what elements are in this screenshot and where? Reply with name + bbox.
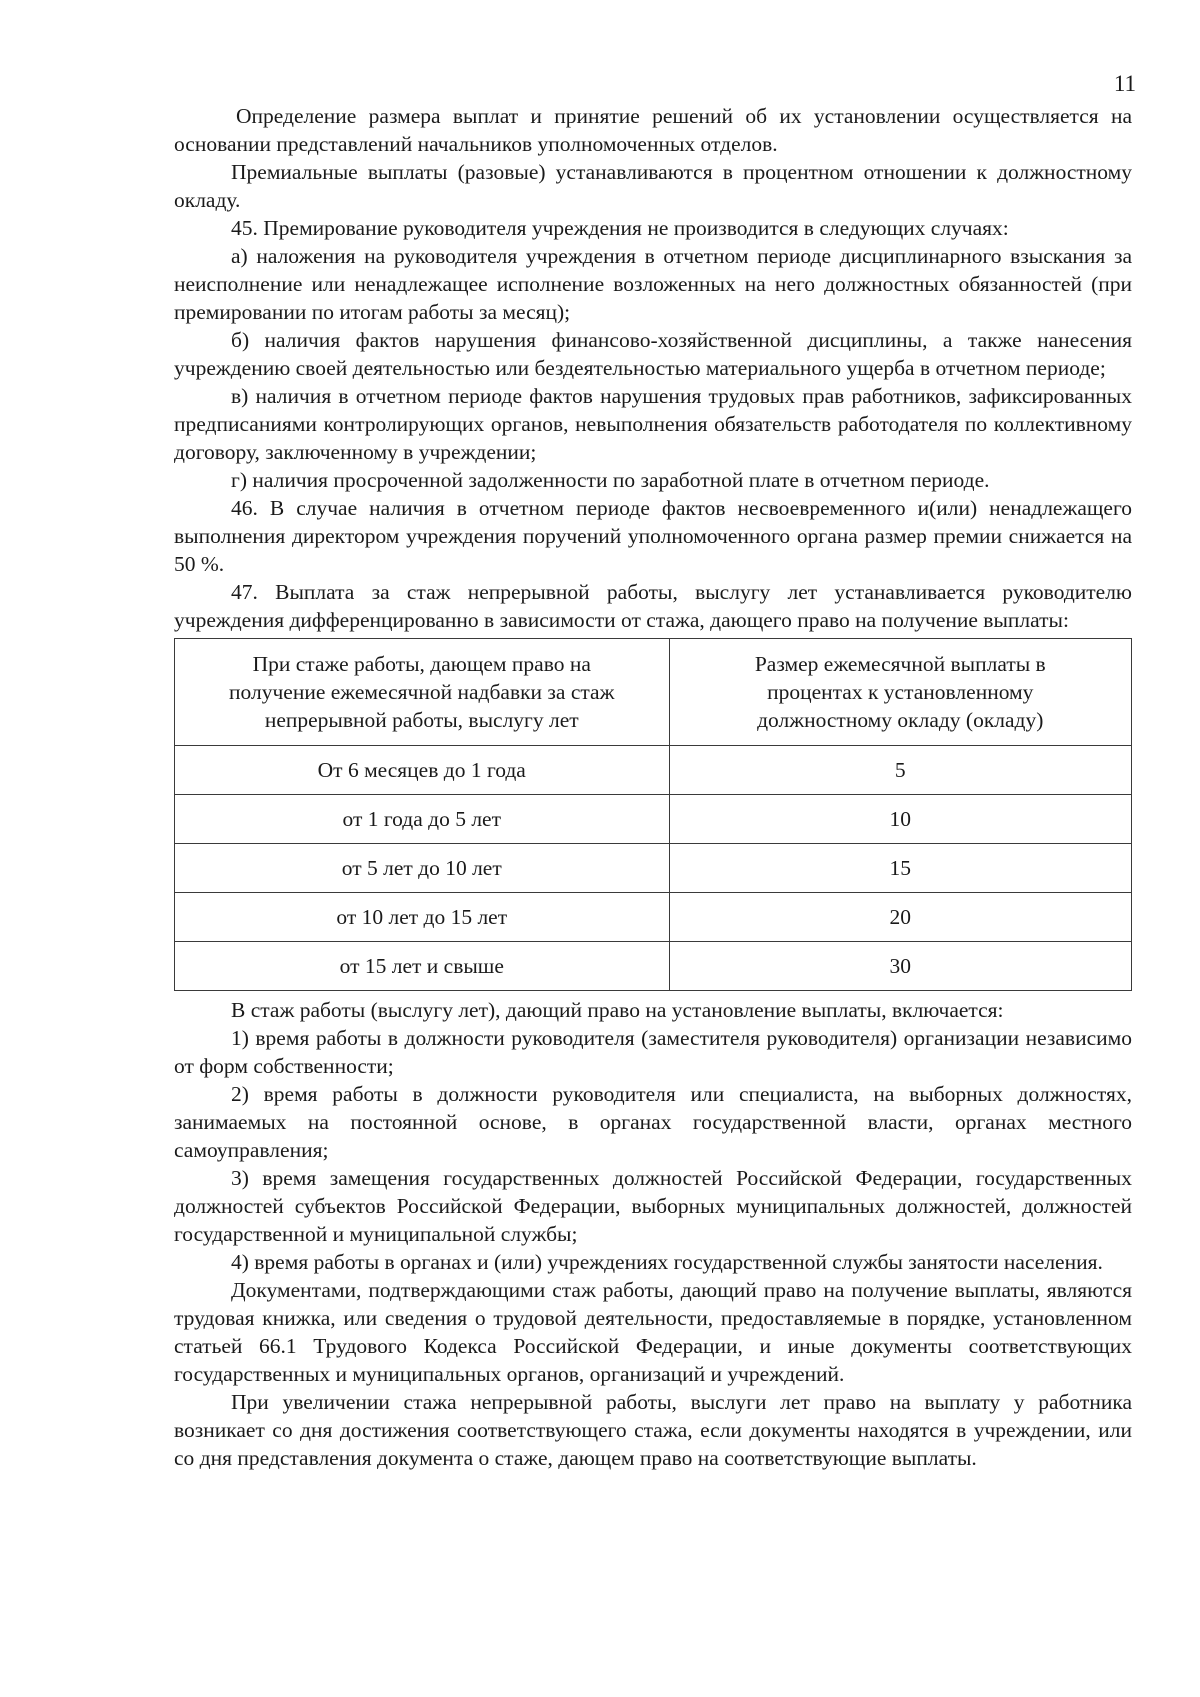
seniority-period-cell: от 15 лет и свыше (175, 942, 670, 991)
percent-cell: 10 (669, 795, 1132, 844)
table-header-percent (669, 639, 1132, 746)
paragraph: 4) время работы в органах и (или) учреждениях государственной службы занятости населения. (231, 1250, 1103, 1274)
table-row (175, 844, 1132, 893)
seniority-period-cell: от 1 года до 5 лет (175, 795, 670, 844)
paragraph: Премиальные выплаты (разовые) устанавливаются в процентном отношении к должностному окладу. (174, 160, 1132, 212)
header-line: должностному окладу (окладу) (757, 708, 1044, 732)
paragraph: в) наличия в отчетном периоде фактов нарушения трудовых прав работников, зафиксированных предписаниями контролирующих органов, невыполнения обязательств работодателя по коллективному договору, заключенному в учреждении; (174, 384, 1132, 464)
paragraph: При увеличении стажа непрерывной работы, выслуги лет право на выплату у работника возникает со дня достижения соответствующего стажа, если документы находятся в учреждении, или со дня представления документа о стаже, дающем право на соответствующие выплаты. (174, 1390, 1132, 1470)
header-line: Размер ежемесячной выплаты в (754, 652, 1046, 676)
paragraph: В стаж работы (выслугу лет), дающий право на установление выплаты, включается: (231, 998, 1004, 1022)
seniority-period-cell: от 10 лет до 15 лет (175, 893, 670, 942)
document-body (174, 102, 1132, 1472)
header-line: процентах к установленному (767, 680, 1034, 704)
paragraph: Определение размера выплат и принятие решений об их установлении осуществляется на основании представлений начальников уполномоченных отделов. (174, 104, 1132, 156)
paragraph: 47. Выплата за стаж непрерывной работы, выслугу лет устанавливается руководителю учреждения дифференцированно в зависимости от стажа, дающего право на получение выплаты: (174, 580, 1132, 632)
paragraph: а) наложения на руководителя учреждения в отчетном периоде дисциплинарного взыскания за неисполнение или ненадлежащее исполнение возложенных на него должностных обязанностей (при премировании по итогам работы за месяц); (174, 244, 1132, 324)
table-row (175, 795, 1132, 844)
table-header-seniority (175, 639, 670, 746)
header-line: При стаже работы, дающем право на (252, 652, 591, 676)
paragraph: Документами, подтверждающими стаж работы, дающий право на получение выплаты, являются трудовая книжка, или сведения о трудовой деятельности, предоставляемые в порядке, установленном статьей 66.1 Трудового Кодекса Российской Федерации, и иные документы соответствующих государственных и муниципальных органов, организаций и учреждений. (174, 1278, 1132, 1386)
seniority-period-cell: от 5 лет до 10 лет (175, 844, 670, 893)
table-row (175, 893, 1132, 942)
paragraph: г) наличия просроченной задолженности по заработной плате в отчетном периоде. (231, 468, 990, 492)
paragraph: 46. В случае наличия в отчетном периоде фактов несвоевременного и(или) ненадлежащего выполнения директором учреждения поручений уполномоченного органа размер премии снижается на 50 %. (174, 496, 1132, 576)
percent-cell: 15 (669, 844, 1132, 893)
paragraph: 3) время замещения государственных должностей Российской Федерации, государственных должностей субъектов Российской Федерации, выборных муниципальных должностей, должностей государственной и муниципальной службы; (174, 1166, 1132, 1246)
table-header-row (175, 639, 1132, 746)
percent-cell: 5 (669, 746, 1132, 795)
table-row (175, 942, 1132, 991)
header-line: получение ежемесячной надбавки за стаж (229, 680, 615, 704)
seniority-period-cell: От 6 месяцев до 1 года (175, 746, 670, 795)
paragraph: 2) время работы в должности руководителя или специалиста, на выборных должностях, занимаемых на постоянной основе, в органах государственной власти, органах местного самоуправления; (174, 1082, 1132, 1162)
paragraph: 1) время работы в должности руководителя (заместителя руководителя) организации независимо от форм собственности; (174, 1026, 1132, 1078)
percent-cell: 30 (669, 942, 1132, 991)
paragraph: б) наличия фактов нарушения финансово-хозяйственной дисциплины, а также нанесения учреждению своей деятельностью или бездеятельностью материального ущерба в отчетном периоде; (174, 328, 1132, 380)
page-number: 11 (1113, 71, 1136, 96)
header-line: непрерывной работы, выслугу лет (264, 708, 579, 732)
seniority-payment-table (174, 638, 1132, 991)
paragraph: 45. Премирование руководителя учреждения не производится в следующих случаях: (231, 216, 1009, 240)
percent-cell: 20 (669, 893, 1132, 942)
table-row (175, 746, 1132, 795)
